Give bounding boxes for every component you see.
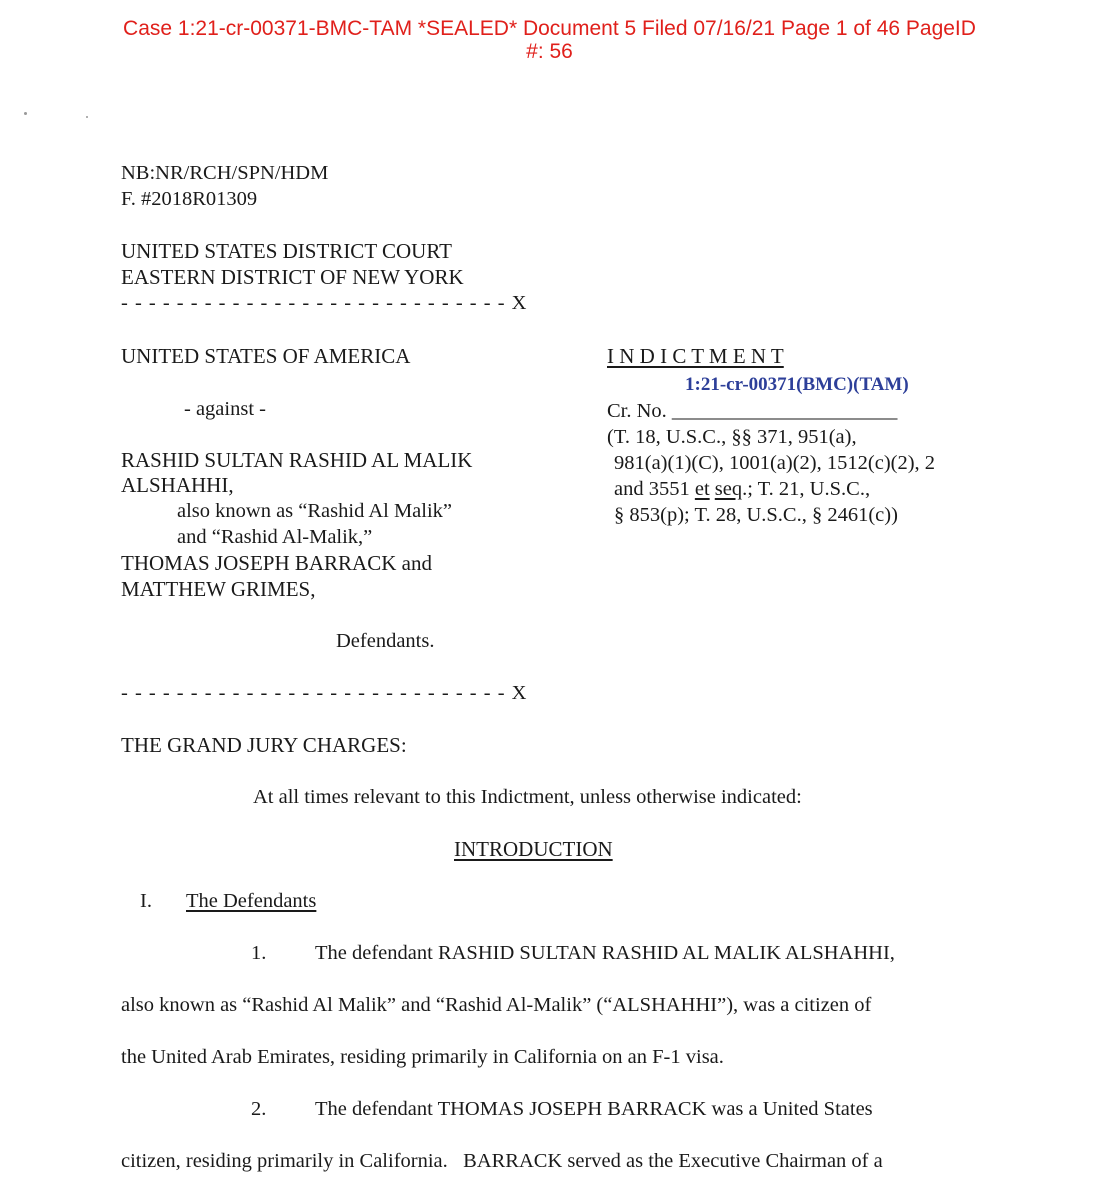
case-header-line2: #: 56 <box>526 40 573 63</box>
paragraph-1-line-3: the United Arab Emirates, residing primarily in California on an F-1 visa. <box>121 1046 724 1068</box>
paragraph-2-line-1: The defendant THOMAS JOSEPH BARRACK was a United States <box>315 1098 873 1120</box>
section-title: The Defendants <box>186 890 317 912</box>
defendant-1-name-cont: ALSHAHHI, <box>121 473 234 497</box>
plaintiff-name: UNITED STATES OF AMERICA <box>121 344 411 368</box>
paragraph-1-line-1: The defendant RASHID SULTAN RASHID AL MALIK ALSHAHHI, <box>315 942 895 964</box>
defendant-1-aka: also known as “Rashid Al Malik” <box>177 500 453 522</box>
attorney-initials: NB:NR/RCH/SPN/HDM <box>121 162 329 184</box>
defendants-label: Defendants. <box>336 630 435 652</box>
indictment-title: I N D I C T M E N T <box>607 344 784 368</box>
preamble: At all times relevant to this Indictment, unless otherwise indicated: <box>253 786 802 808</box>
grand-jury-charges: THE GRAND JURY CHARGES: <box>121 733 407 757</box>
scan-speck <box>24 112 27 115</box>
court-name: UNITED STATES DISTRICT COURT <box>121 239 452 263</box>
case-header-line1: Case 1:21-cr-00371-BMC-TAM *SEALED* Document 5 Filed 07/16/21 Page 1 of 46 PageID <box>123 17 976 40</box>
criminal-number-line: Cr. No. ______________________ <box>607 400 898 422</box>
introduction-heading: INTRODUCTION <box>454 837 613 861</box>
defendant-1-name: RASHID SULTAN RASHID AL MALIK <box>121 448 473 472</box>
defendant-2-name: THOMAS JOSEPH BARRACK and <box>121 551 432 575</box>
caption-separator-bottom: - - - - - - - - - - - - - - - - - - - - - - - - - - - - X <box>121 682 528 704</box>
statute-citation-1: (T. 18, U.S.C., §§ 371, 951(a), <box>607 426 857 448</box>
statute-citation-4: § 853(p); T. 28, U.S.C., § 2461(c)) <box>614 504 898 526</box>
paragraph-2-line-2: citizen, residing primarily in California. BARRACK served as the Executive Chairman of a <box>121 1150 883 1172</box>
file-number: F. #2018R01309 <box>121 188 258 210</box>
paragraph-1-number: 1. <box>251 942 267 964</box>
caption-separator-top: - - - - - - - - - - - - - - - - - - - - - - - - - - - - X <box>121 292 528 314</box>
against-label: - against - <box>184 398 266 420</box>
court-district: EASTERN DISTRICT OF NEW YORK <box>121 265 464 289</box>
scan-speck <box>86 116 88 118</box>
paragraph-1-line-2: also known as “Rashid Al Malik” and “Rashid Al-Malik” (“ALSHAHHI”), was a citizen of <box>121 994 872 1016</box>
paragraph-2-number: 2. <box>251 1098 267 1120</box>
statute-citation-2: 981(a)(1)(C), 1001(a)(2), 1512(c)(2), 2 <box>614 452 936 474</box>
defendant-1-aka-cont: and “Rashid Al-Malik,” <box>177 526 373 548</box>
defendant-3-name: MATTHEW GRIMES, <box>121 577 316 601</box>
statute-citation-3: and 3551 et seq.; T. 21, U.S.C., <box>614 478 871 500</box>
case-number-stamp: 1:21-cr-00371(BMC)(TAM) <box>685 374 909 395</box>
section-number: I. <box>140 890 152 912</box>
